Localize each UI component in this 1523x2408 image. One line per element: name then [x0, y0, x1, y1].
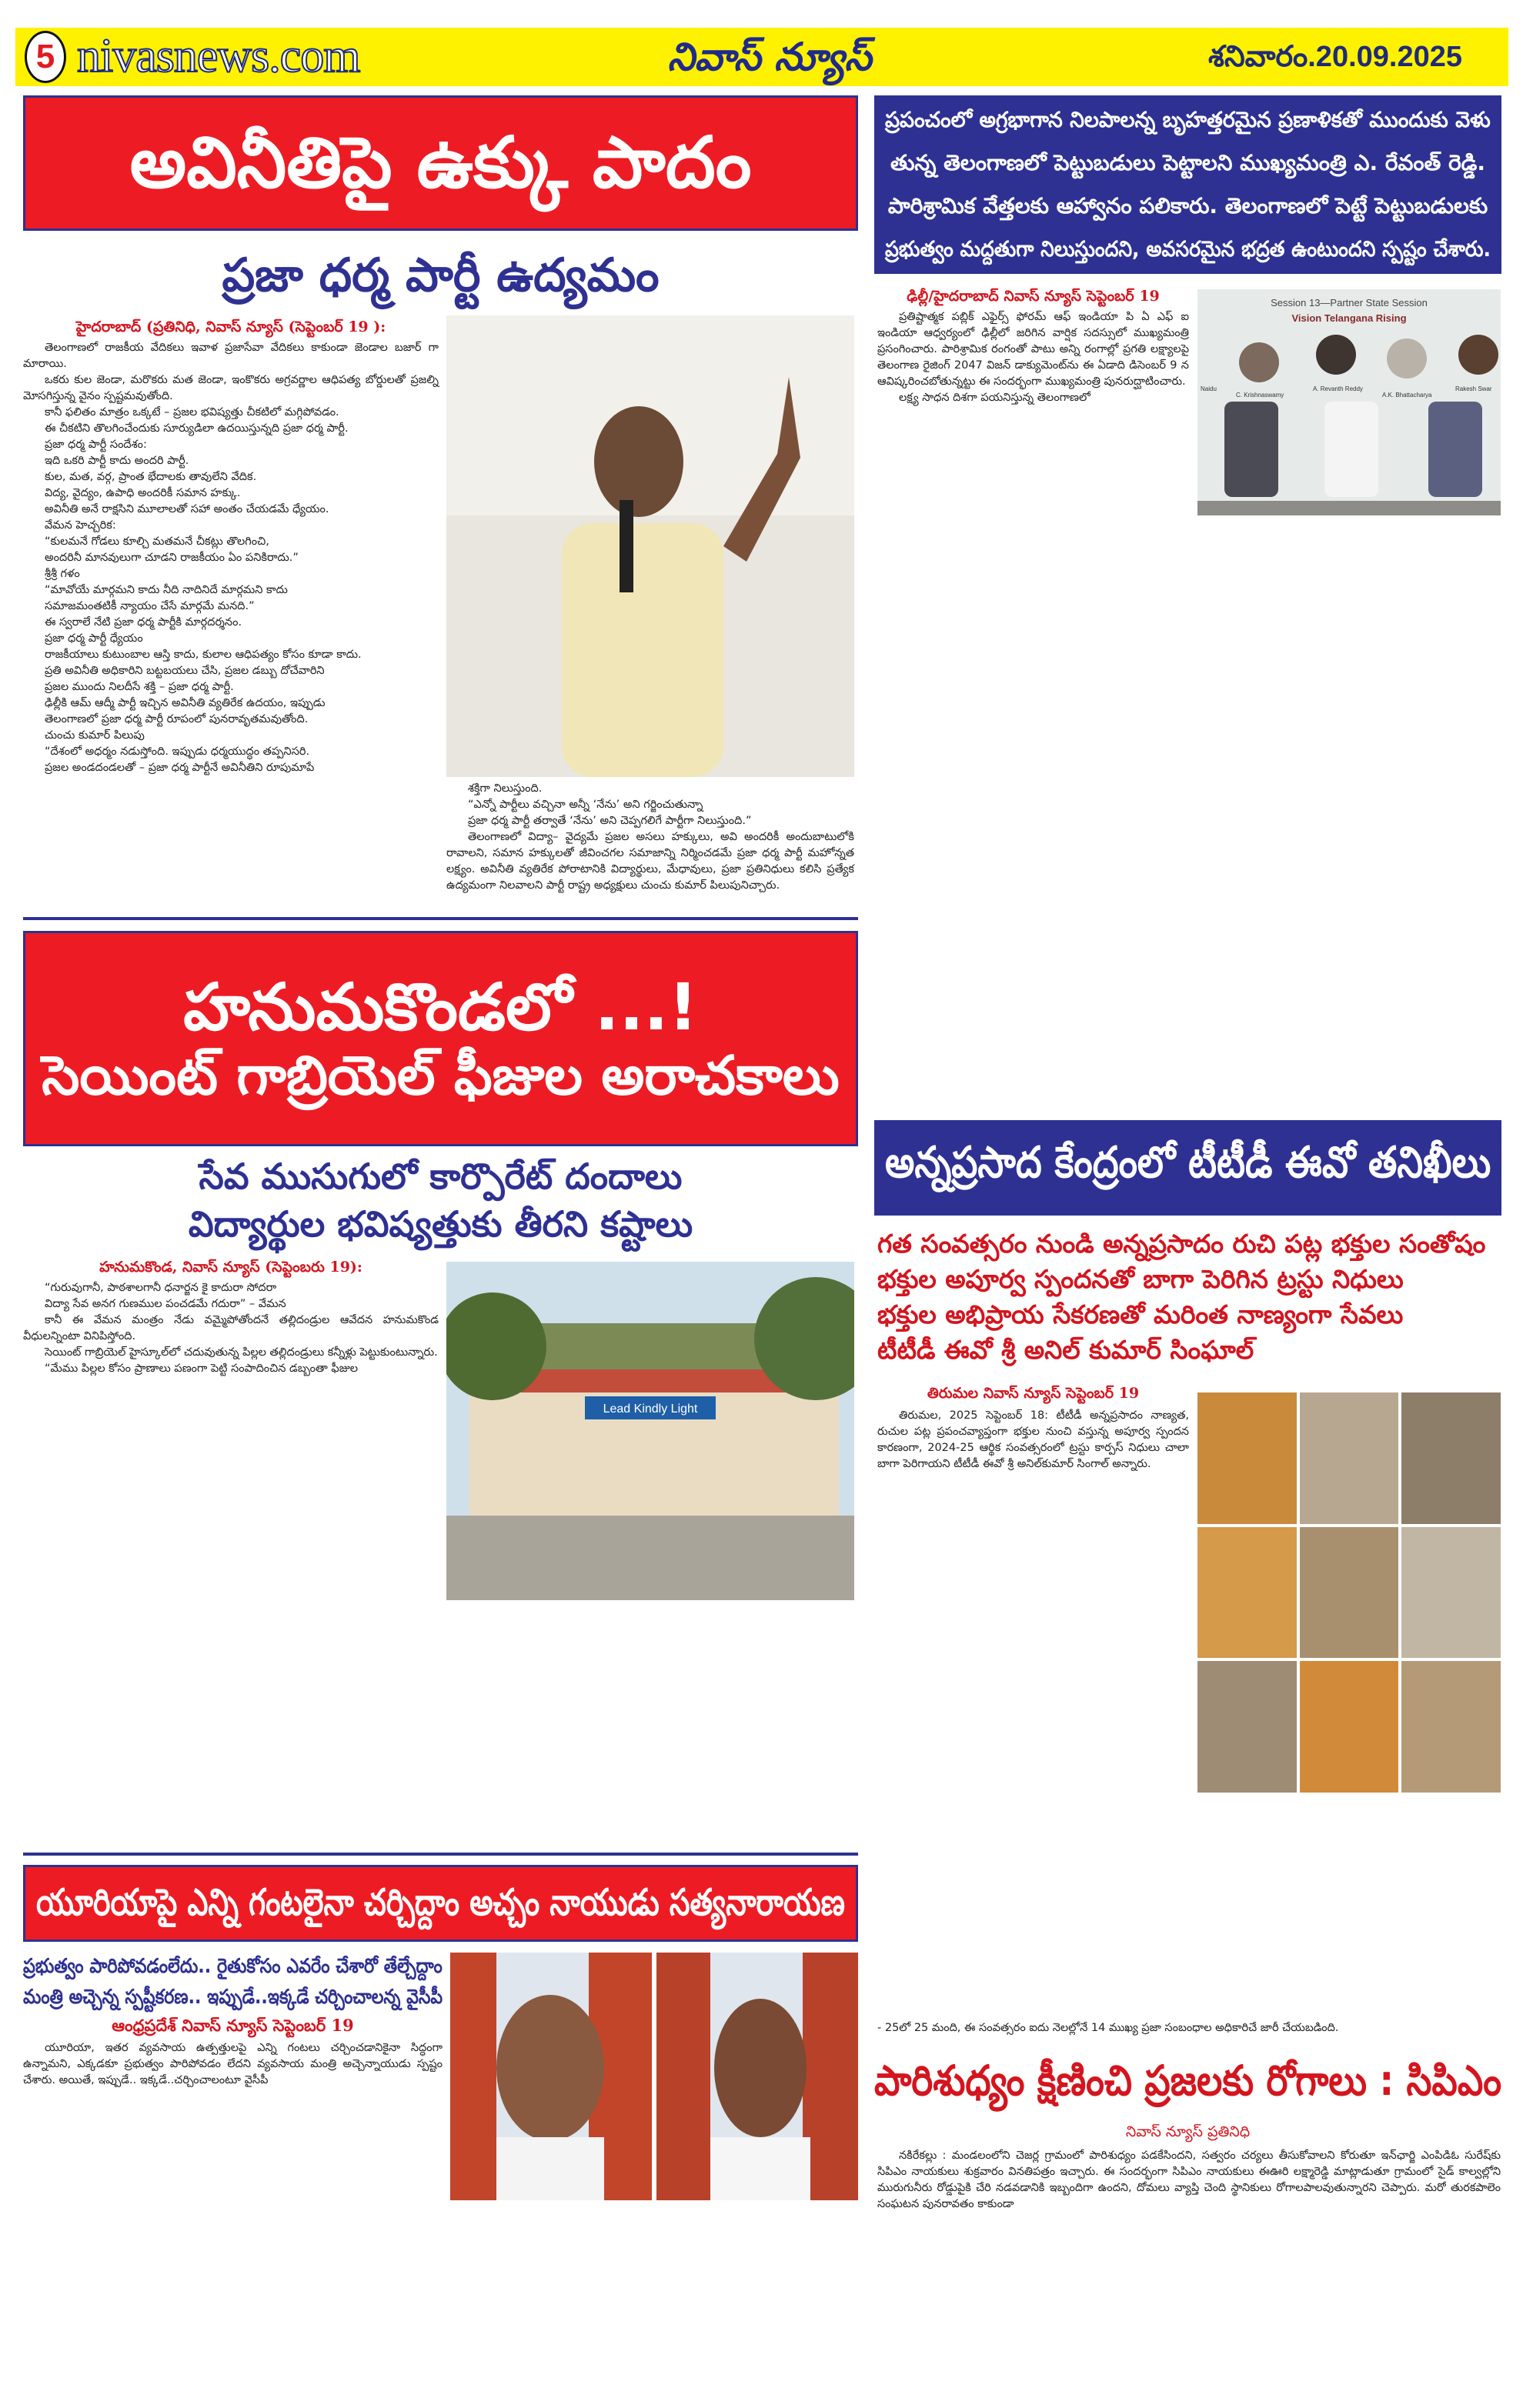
article4-banner-line: ప్రపంచంలో అగ్రభాగాన నిలపాలన్న బృహత్తరమైన ప్రణాళికతో ముందుకు వెళు	[885, 107, 1491, 132]
portrait-photo	[450, 1953, 652, 2200]
inspection-photo	[1197, 1392, 1297, 1524]
article5-subheads	[877, 1226, 1501, 1368]
paragraph: సెయింట్ గాబ్రియెల్ హైస్కూల్‌లో చదువుతున్న పిల్లల తల్లిదండ్రులు కన్నీళ్లు పెట్టుకుంటున్నారు.	[45, 1346, 438, 1359]
article2-headline	[23, 931, 858, 1146]
article5-dateline: తిరుమల నివాస్ న్యూస్ సెప్టెంబర్ 19	[927, 1385, 1140, 1402]
article4-banner	[874, 95, 1501, 274]
article1-headline-box	[23, 95, 858, 231]
inspection-photo	[1197, 1661, 1297, 1793]
inspection-photo	[1401, 1527, 1501, 1659]
paragraph: విద్యా సేవ అనగ గుణముల పంచడమే గదురా” – వేమన	[45, 1298, 286, 1310]
article4-banner-line: ప్రభుత్వం మద్దతుగా నిలుస్తుందని, అవసరమైన భద్రత ఉంటుందని స్పష్టం చేశారు.	[885, 236, 1491, 262]
paragraph: శ్రీశ్రీ గళం	[45, 568, 80, 580]
issue-date: శనివారం.20.09.2025	[1208, 41, 1462, 73]
school-photo	[446, 1262, 854, 1600]
inspection-photo	[1300, 1661, 1399, 1793]
inspection-photo	[1300, 1392, 1399, 1524]
article1-dateline-box	[23, 317, 439, 337]
article4-body	[877, 309, 1189, 1079]
paragraph: “దేశంలో అధర్మం నడుస్తోంది. ఇప్పుడు ధర్మయుద్ధం తప్పనిసరి.	[45, 745, 310, 758]
article3-headline-box	[23, 1865, 858, 1942]
article2-headline-line2: సెయింట్ గాబ్రియెల్ ఫీజుల అరాచకాలు	[42, 1044, 840, 1108]
article1-subhead: ప్రజా ధర్మ పార్టీ ఉద్యమం	[222, 248, 660, 302]
paragraph: ప్రతి అవినీతి అధికారిని బట్టబయలు చేసి, ప్రజల డబ్బు దోచేవారిని	[45, 665, 325, 677]
site-name: nivasnews.com	[77, 30, 360, 82]
paragraph: “ఎన్నో పార్టీలు వచ్చినా అన్నీ ‘నేను’ అని గర్జించుతున్నా	[468, 799, 703, 811]
article4-dateline: ఢిల్లీ/హైదరాబాద్ నివాస్ న్యూస్ సెప్టెంబర్ 19	[907, 288, 1160, 305]
article6-body	[877, 2148, 1501, 2402]
paragraph: రాజకీయాలు కుటుంబాల ఆస్తి కాదు, కులాల ఆధిపత్యం కోసం కూడా కాదు.	[45, 649, 362, 661]
article2-subhead-1: సేవ ముసుగులో కార్పొరేట్ దందాలు	[199, 1156, 683, 1197]
paragraph: నకిరేకల్లు : మండలంలోని చెజర్ల గ్రామంలో పారిశుధ్యం పడకేసిందని, సత్వరం చర్యలు తీసుకోవాలని కోరుతూ ఇన్‌ఛార్జి ఎంపిడిఓ సురేష్‌కు సిపిఎం నాయకులు శుక్రవారం వినతిపత్రం ఇచ్చారు. ఈ సందర్భంగా సిపిఎం నాయకులు ఈఊరి లక్ష్మారెడ్డి మాట్లాడుతూ గ్రామంలో సైడ్ కాల్వల్లోని మురుగునీరు రోడ్డుపైకి చేరి నడవడానికి ఇబ్బందిగా ఉందని, దోమలు వ్యాప్తి చెంది స్థానికులు రోగాలపాలవుతున్నారని చెప్పారు. మరో తురకపాలెం సంఘటన పునరావతం కాకుండా	[877, 2150, 1501, 2210]
article2-dateline-box	[23, 1257, 439, 1277]
minister-photo-1	[450, 1953, 652, 2200]
paragraph: ప్రజల అండదండలతో – ప్రజా ధర్మ పార్టీనే అవినీతిని రూపుమాపే	[45, 762, 315, 774]
article5-dateline-box	[877, 1383, 1189, 1403]
paragraph: ప్రజా ధర్మ పార్టీ సందేశం:	[45, 439, 147, 451]
paragraph: వేమన హెచ్చరిక:	[45, 519, 116, 532]
article6-headline-box	[874, 2046, 1501, 2116]
article3-subtitle-2: మంత్రి అచ్చెన్న స్పష్టీకరణ.. ఇప్పుడే..ఇక్కడే చర్చించాలన్న వైసీపీ	[23, 1986, 443, 2009]
paragraph: సమాజమంతటికీ న్యాయం చేసే మార్గమే మనది.”	[45, 600, 255, 612]
divider	[23, 917, 858, 920]
paragraph: కానీ ఈ వేమన మంత్రం నేడు వమ్మైపోతోందనే తల్లిదండ్రుల ఆవేదన హనుమకొండ వీధులన్నింటా వినిపిస్తోంది.	[23, 1314, 439, 1342]
minister-photo-2	[656, 1953, 858, 2200]
paragraph: అవినీతి అనే రాక్షసిని మూలాలతో సహా అంతం చేయడమే ధ్యేయం.	[45, 503, 329, 515]
inspection-photo	[1197, 1527, 1297, 1659]
article2-body	[23, 1280, 439, 1842]
article5-body	[877, 1408, 1189, 2016]
article3-body	[23, 2040, 443, 2402]
article5-subhead: గత సంవత్సరం నుండి అన్నప్రసాదం రుచి పట్ల భక్తుల సంతోషం	[877, 1229, 1486, 1259]
paragraph: ఈ స్వరాలే నేటి ప్రజా ధర్మ పార్టీకి మార్గదర్శనం.	[45, 616, 242, 629]
paragraph: ఒకరు కుల జెండా, మరొకరు మత జెండా, ఇంకొకరు అగ్రవర్ణాల ఆధిపత్య బోర్డులతో ప్రజల్ని మోసగిస్తున్న వైనం స్పష్టమవుతోంది.	[23, 374, 439, 402]
article4-body-continued	[1197, 523, 1501, 1077]
article5-subhead: భక్తుల అభిప్రాయ సేకరణతో మరింత నాణ్యంగా సేవలు	[877, 1299, 1404, 1329]
article6-byline: నివాస్ న్యూస్ ప్రతినిధి	[1125, 2123, 1251, 2140]
article3-subtitle	[23, 1951, 443, 2013]
divider	[23, 1853, 858, 1856]
paragraph: కుల, మత, వర్గ, ప్రాంత భేదాలకు తావులేని వేదిక.	[45, 471, 257, 483]
inspection-photo	[1401, 1392, 1501, 1524]
article1-subhead-box	[23, 245, 858, 306]
paragraph: అందరినీ మానవులుగా చూడని రాజకీయం ఏం పనికిరాదు.”	[45, 552, 299, 564]
article3-body-continued	[450, 2208, 858, 2400]
article4-banner-line: తున్న తెలంగాణలో పెట్టుబడులు పెట్టాలని ముఖ్యమంత్రి ఎ. రేవంత్ రెడ్డి.	[890, 150, 1486, 175]
inspection-photo	[1300, 1527, 1399, 1659]
article3-dateline-box	[23, 2016, 443, 2036]
article5-headline-box	[874, 1120, 1501, 1216]
paragraph: ఇది ఒకరి పార్టీ కాదు అందరి పార్టీ.	[45, 455, 189, 467]
paragraph: లక్ష్య సాధన దిశగా పయనిస్తున్న తెలంగాణలో	[899, 392, 1090, 404]
article1-body-continued	[446, 781, 854, 912]
paragraph: చుంచు కుమార్ పిలుపు	[45, 729, 145, 742]
panel-name: Naidu	[1201, 385, 1217, 392]
article5-subhead: భక్తుల అపూర్వ స్పందనతో బాగా పెరిగిన ట్రస్టు నిధులు	[877, 1264, 1404, 1294]
article5-body-tail: - 25లో 25 మంది, ఈ సంవత్సరం ఐదు నెలల్లోనే 14 ముఖ్య ప్రజా సంబంధాల అధికారిచే జారీ చేయబడింది.	[877, 2022, 1339, 2034]
article1-body	[23, 340, 439, 909]
paragraph: “గురువుగానీ, పాఠశాలగానీ ధనార్జన కై కాదురా సోదరా	[45, 1282, 277, 1294]
paragraph: తెలంగాణలో ప్రజా ధర్మ పార్టీ రూపంలో పునరావృతమవుతోంది.	[45, 713, 309, 725]
article1-photo	[446, 315, 854, 777]
article4-banner-line: పారిశ్రామిక వేత్తలకు ఆహ్వానం పలికారు. తెలంగాణలో పెట్టే పెట్టుబడులకు	[887, 193, 1488, 218]
article5-subhead: టీటీడీ ఈవో శ్రీ అనిల్ కుమార్ సింఘాల్	[877, 1335, 1254, 1365]
article2-school-photo	[446, 1262, 854, 1600]
paragraph: విద్య, వైద్యం, ఉపాధి అందరికీ సమాన హక్కు.	[45, 487, 241, 499]
page-number: 5	[25, 31, 66, 83]
paragraph: ఢిల్లీకి ఆమ్ ఆద్మీ పార్టీ ఇచ్చిన అవినీతి వ్యతిరేక ఉదయం, ఇప్పుడు	[45, 697, 326, 709]
article5-photo-collage	[1197, 1392, 1501, 1793]
panel-name: A. Revanth Reddy	[1313, 385, 1363, 392]
article2-body-continued	[446, 1608, 854, 1843]
masthead	[15, 28, 1508, 86]
article4-dateline-box	[877, 286, 1189, 306]
panel-name: Rakesh Swar	[1455, 385, 1492, 392]
session-title: Session 13—Partner State Session	[1271, 297, 1428, 309]
article2-headline-line1: హనుమకొండలో ...!	[183, 969, 698, 1046]
session-subtitle: Vision Telangana Rising	[1291, 312, 1407, 324]
paragraph: శక్తిగా నిలుస్తుంది.	[468, 782, 543, 795]
paragraph: ప్రజా ధర్మ పార్టీ ధ్యేయం	[45, 632, 143, 645]
portrait-photo	[656, 1953, 858, 2200]
paragraph: “మావోయే మార్గమని కాదు నీది నాదినిదే మార్గమని కాదు	[45, 584, 288, 596]
article6-headline: పారిశుధ్యం క్షీణించి ప్రజలకు రోగాలు : సిపిఎం	[874, 2056, 1502, 2105]
paragraph: ప్రతిష్టాత్మక పబ్లిక్ ఎఫైర్స్ ఫోరమ్ ఆఫ్ ఇండియా పి ఏ ఎఫ్ ఐ ఇండియా ఆధ్వర్యంలో ఢిల్లీలో జరిగిన వార్షిక సదస్సులో ముఖ్యమంత్రి ప్రసంగించారు. పారిశ్రామిక రంగంతో పాటు అన్ని రంగాల్లో ప్రగతి లక్ష్యాలపై తెలంగాణ రైజింగ్ 2047 విజన్ డాక్యుమెంట్‌ను ఈ ఏడాది డిసెంబర్ 9 న ఆవిష్కరించబోతున్నట్టు ఈ సందర్భంగా ముఖ్యమంత్రి పునరుద్ఘాటించారు.	[877, 311, 1189, 388]
paragraph: ఈ చీకటిని తొలగించేందుకు సూర్యుడిలా ఉదయిస్తున్నది ప్రజా ధర్మ పార్టీ.	[45, 422, 349, 435]
paragraph: “మేము పిల్లల కోసం ప్రాణాలు పణంగా పెట్టి సంపాదించిన డబ్బంతా ఫీజుల	[45, 1362, 359, 1375]
conference-photo	[1197, 289, 1501, 515]
article1-dateline: హైదరాబాద్ (ప్రతినిధి, నివాస్ న్యూస్ (సెప్టెంబర్ 19 ):	[75, 319, 386, 335]
panel-name: A.K. Bhattacharya	[1382, 392, 1432, 399]
article3-dateline: ఆంధ్రప్రదేశ్ నివాస్ న్యూస్ సెప్టెంబర్ 19	[112, 2016, 354, 2035]
article1-headline: అవినీతిపై ఉక్కు పాదం	[129, 122, 752, 205]
article3-headline: యూరియాపై ఎన్ని గంటలైనా చర్చిద్దాం అచ్చం నాయుడు సత్యనారాయణ	[36, 1881, 845, 1925]
speaker-photo	[446, 315, 854, 777]
newspaper-title: నివాస్ న్యూస్	[667, 35, 872, 79]
article4-photo	[1197, 289, 1501, 515]
panel-name: C. Krishnaswamy	[1236, 392, 1284, 399]
article2-dateline: హనుమకొండ, నివాస్ న్యూస్ (సెప్టెంబరు 19):	[99, 1259, 362, 1276]
article2-subhead-2: విద్యార్థుల భవిష్యత్తుకు తీరని కష్టాలు	[188, 1203, 693, 1245]
paragraph: తెలంగాణలో రాజకీయ వేదికలు ఇవాళ ప్రజాసేవా వేదికలు కాకుండా జెండాల బజార్ గా మారాయి.	[23, 342, 439, 370]
school-banner-text: Lead Kindly Light	[603, 1402, 698, 1416]
paragraph: “కులమనే గోడలు కూల్చి మతమనే చీకట్లు తొలగించి,	[45, 535, 269, 548]
paragraph: తిరుమల, 2025 సెప్టెంబర్ 18: టీటీడీ అన్నప్రసాదం నాణ్యత, రుచుల పట్ల ప్రపంచవ్యాప్తంగా భక్తుల నుంచి వస్తున్న అపూర్వ స్పందన కారణంగా, 2024-25 ఆర్థిక సంవత్సరంలో ట్రస్టు కార్పస్ నిధులు చాలా బాగా పెరిగాయని టీటీడీ ఈవో శ్రీ అనిల్‌కుమార్ సింగాల్ అన్నారు.	[877, 1409, 1189, 1470]
article5-body-tail-box	[877, 2020, 1501, 2039]
paragraph: కానీ ఫలితం మాత్రం ఒక్కటే – ప్రజల భవిష్యత్తు చీకటిలో మగ్గిపోవడం.	[45, 406, 339, 419]
inspection-photo	[1401, 1661, 1501, 1793]
article6-byline-box	[874, 2122, 1501, 2142]
paragraph: ప్రజల ముందు నిలదీసే శక్తి – ప్రజా ధర్మ పార్టీ.	[45, 681, 234, 693]
paragraph: యూరియా, ఇతర వ్యవసాయ ఉత్పత్తులపై ఎన్ని గంటలు చర్చించడానికైనా సిద్ధంగా ఉన్నామని, ఎక్కడకూ ప్రభుత్వం పారిపోవడం లేదని వ్యవసాయ మంత్రి అచ్చెన్నాయుడు స్పష్టం చేశారు. అయితే, ఇప్పుడే.. ఇక్కడే..చర్చించాలంటూ వైసీపీ	[23, 2042, 443, 2086]
paragraph: ప్రజా ధర్మ పార్టీ తర్వాతే ‘నేను’ అని చెప్పగలిగే పార్టీగా నిలుస్తుంది.”	[468, 815, 752, 827]
article5-headline: అన్నప్రసాద కేంద్రంలో టీటీడీ ఈవో తనిఖీలు	[885, 1137, 1491, 1188]
article5-body-continued	[1197, 1800, 1501, 2016]
article2-subheads	[23, 1152, 858, 1248]
paragraph: తెలంగాణలో విద్యా– వైద్యమే ప్రజల అసలు హక్కులు, అవి అందరికీ అందుబాటులోకి రావాలని, సమాన హక్కులతో జీవించగల సమాజాన్ని నిర్మించడమే ప్రజా ధర్మ పార్టీ మహోన్నత లక్ష్యం. అవినీతి వ్యతిరేక పోరాటానికి విద్యార్థులు, మేధావులు, ప్రజా ప్రతినిధులు కలిసి ప్రత్యేక ఉద్యమంగా నిలవాలని పార్టీ రాష్ట్ర అధ్యక్షులు చుంచు కుమార్ పిలుపునిచ్చారు.	[446, 831, 854, 892]
article3-subtitle-1: ప్రభుత్వం పారిపోవడంలేదు.. రైతుకోసం ఎవరేం చేశారో తేల్చేద్దాం	[23, 1955, 443, 1978]
